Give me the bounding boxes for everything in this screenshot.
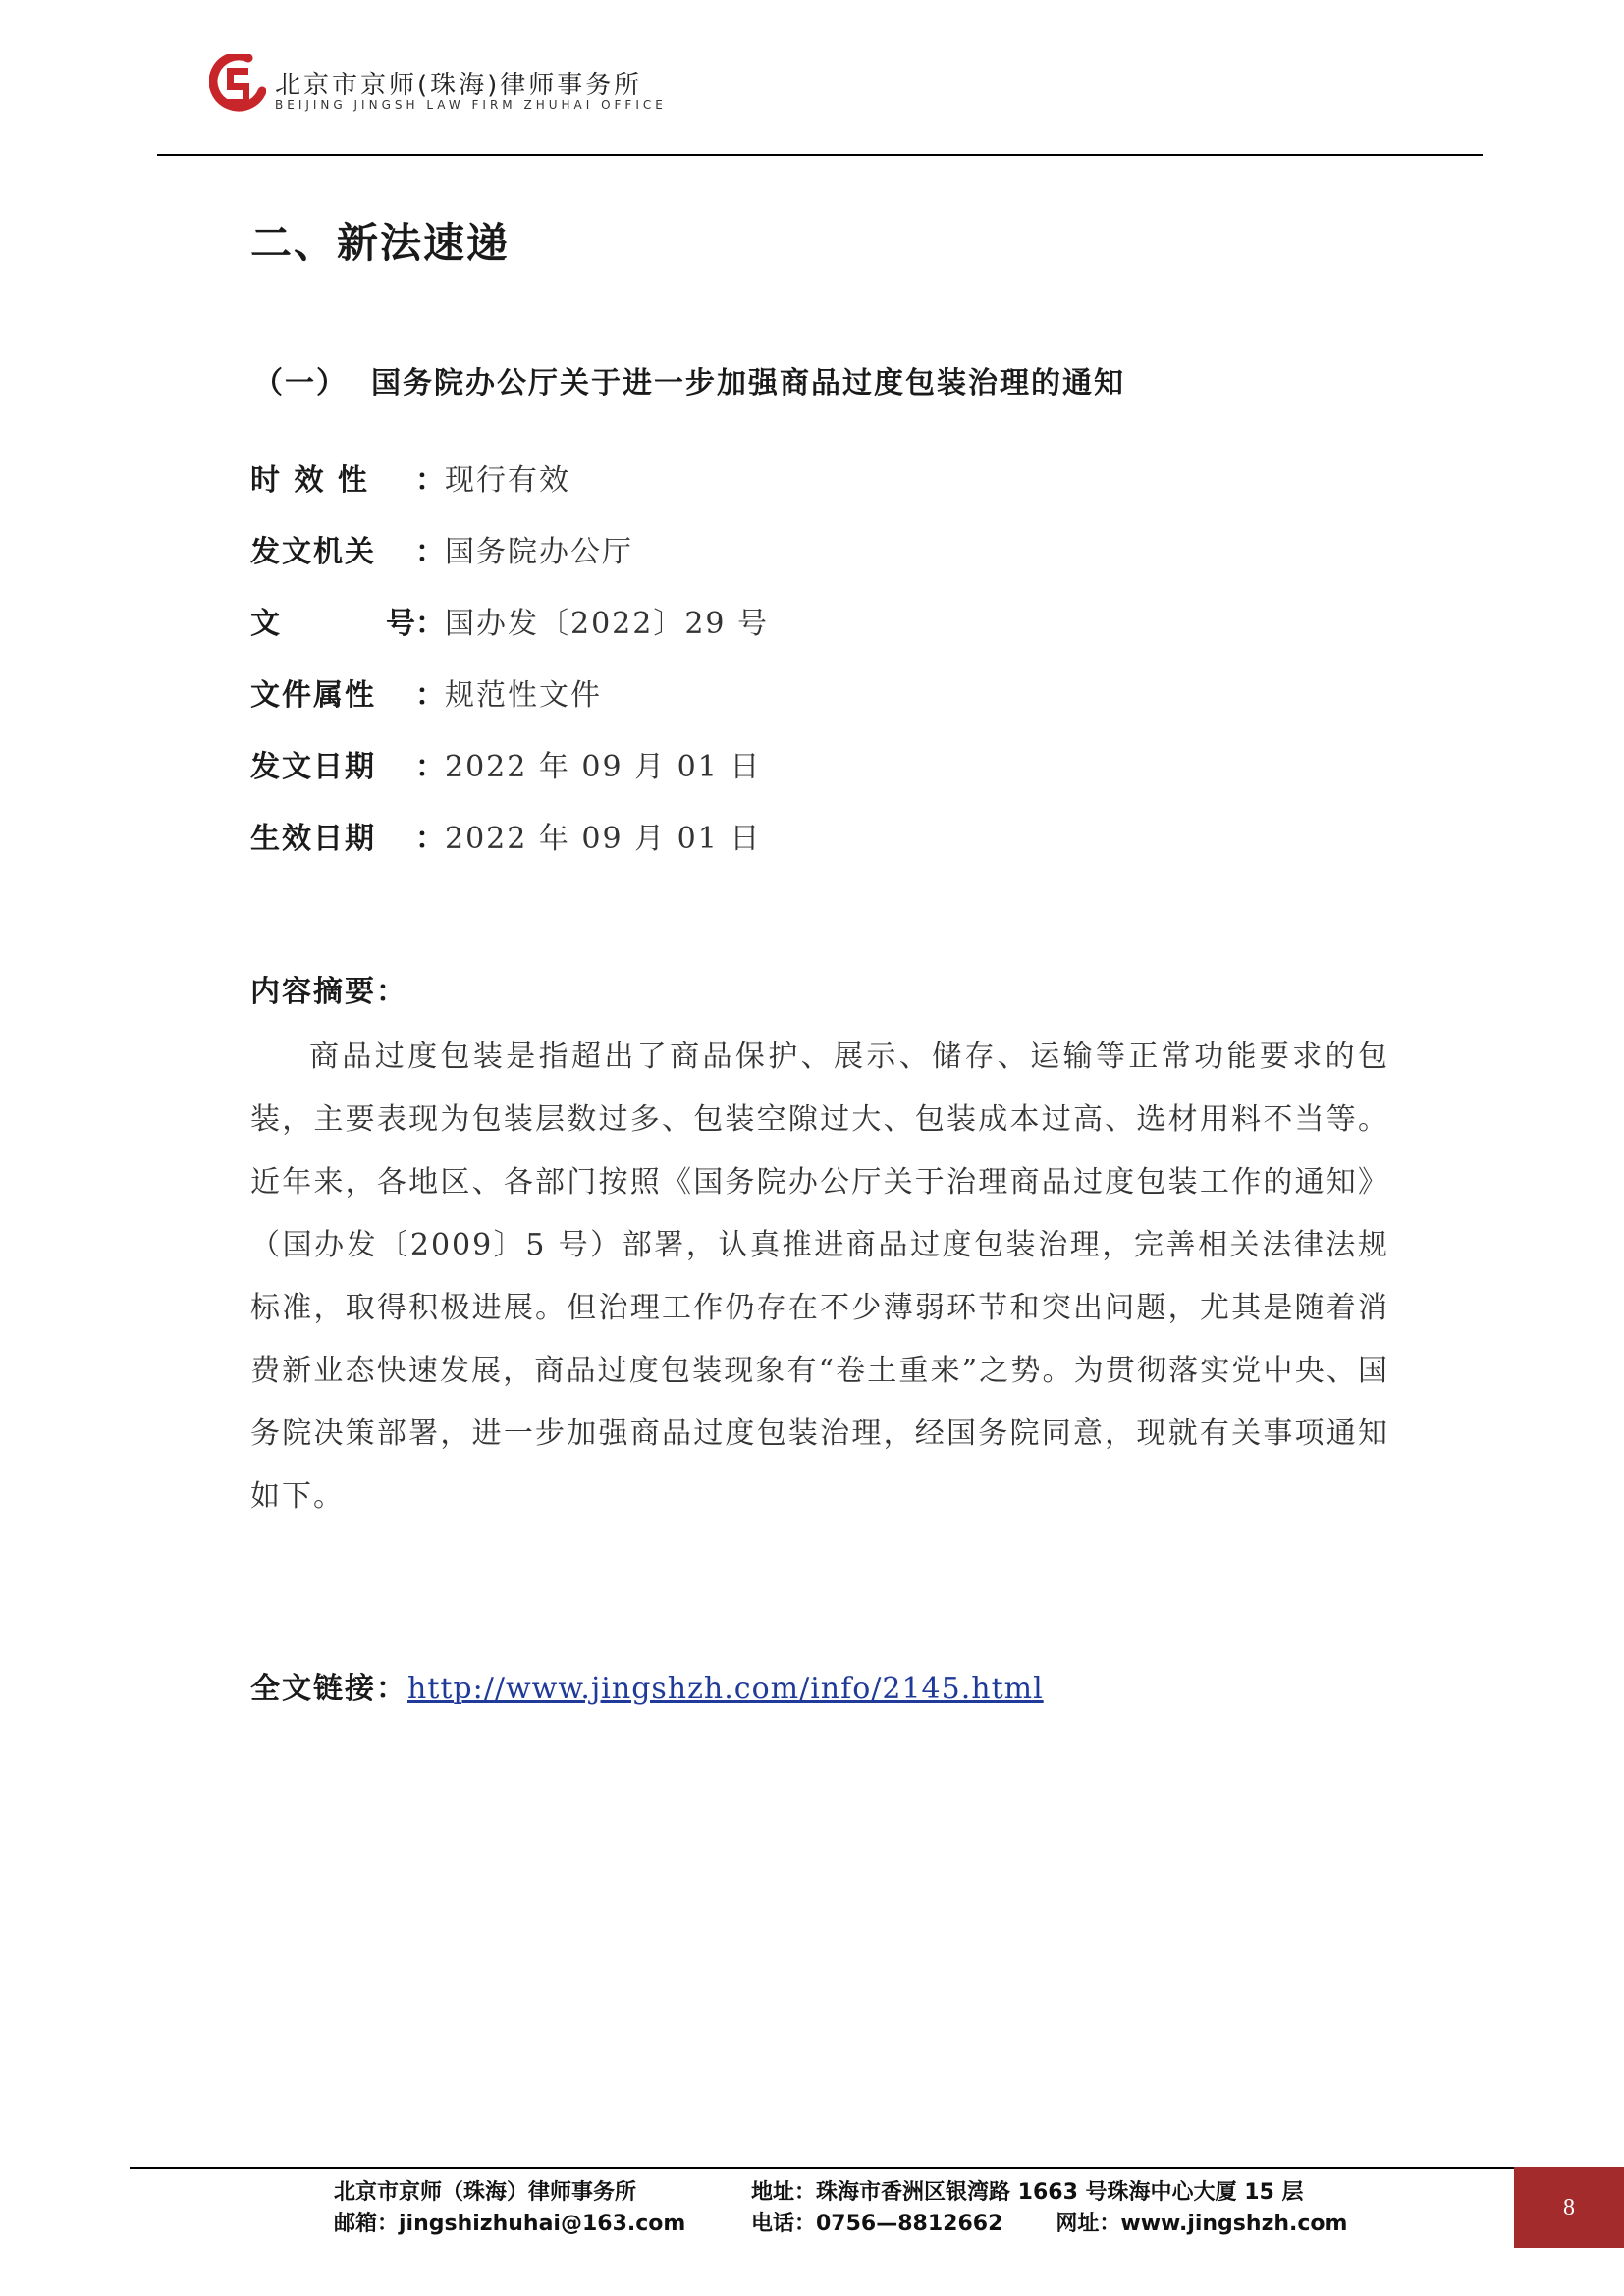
summary-label: 内容摘要：	[250, 975, 407, 1009]
meta-colon: ：	[415, 607, 445, 641]
meta-row-validity	[250, 461, 769, 533]
firm-name-cn: 北京市京师(珠海)律师事务所	[275, 71, 643, 100]
firm-name-en: BEIJING JINGSH LAW FIRM ZHUHAI OFFICE	[275, 98, 667, 112]
meta-colon: ：	[415, 463, 445, 498]
meta-value: 国办发〔2022〕29 号	[445, 607, 770, 641]
full-text-link-label: 全文链接：	[250, 1672, 407, 1706]
footer-divider	[130, 2167, 1514, 2169]
meta-row-issue-date	[250, 748, 769, 820]
meta-label: 文件属性	[250, 678, 376, 713]
full-text-link-row	[250, 1664, 1044, 1707]
summary-paragraph: 商品过度包装是指超出了商品保护、展示、储存、运输等正常功能要求的包装，主要表现为包装层数过多、包装空隙过大、包装成本过高、选材用料不当等。近年来，各地区、各部门按照《国务院办公厅关于治理商品过度包装工作的通知》（国办发〔2009〕5 号）部署，认真推进商品过度包装治理，完善相关法律法规标准，取得积极进展。但治理工作仍存在不少薄弱环节和突出问题，尤其是随着消费新业态快速发展，商品过度包装现象有“卷土重来”之势。为贯彻落实党中央、国务院决策部署，进一步加强商品过度包装治理，经国务院同意，现就有关事项通知如下。	[250, 1040, 1389, 1514]
footer-firm-name: 北京市京师（珠海）律师事务所	[334, 2180, 637, 2205]
meta-row-doc-type	[250, 676, 769, 748]
footer-contact-right	[751, 2177, 1347, 2240]
meta-colon: ：	[415, 750, 445, 784]
meta-value: 规范性文件	[445, 678, 602, 713]
section-title: 二、新法速递	[250, 219, 511, 267]
footer-website: 网址：www.jingshzh.com	[1056, 2212, 1348, 2236]
meta-label: 时 效 性	[250, 463, 369, 498]
meta-label: 生效日期	[250, 822, 376, 856]
header-divider	[157, 154, 1483, 156]
firm-logo	[209, 54, 266, 119]
meta-value: 现行有效	[445, 463, 570, 498]
page-number: 8	[1514, 2167, 1624, 2248]
footer-phone: 电话：0756—8812662	[751, 2212, 1003, 2236]
meta-value: 2022 年 09 月 01 日	[445, 822, 762, 856]
meta-label: 文号	[250, 607, 415, 641]
meta-colon: ：	[415, 535, 445, 569]
meta-label: 发文日期	[250, 750, 376, 784]
footer-phone-web	[751, 2209, 1347, 2240]
document-metadata	[250, 461, 769, 891]
footer-contact-left	[334, 2177, 685, 2240]
meta-colon: ：	[415, 822, 445, 856]
meta-value: 国务院办公厅	[445, 535, 633, 569]
subsection-title-text: 国务院办公厅关于进一步加强商品过度包装治理的通知	[371, 366, 1125, 400]
meta-label: 发文机关	[250, 535, 376, 569]
full-text-link[interactable]: http://www.jingshzh.com/info/2145.html	[407, 1672, 1044, 1706]
meta-value: 2022 年 09 月 01 日	[445, 750, 762, 784]
meta-colon: ：	[415, 678, 445, 713]
footer-email: 邮箱：jingshizhuhai@163.com	[334, 2212, 686, 2236]
footer-address: 地址：珠海市香洲区银湾路 1663 号珠海中心大厦 15 层	[751, 2180, 1304, 2205]
meta-row-effective-date	[250, 820, 769, 891]
meta-row-doc-number	[250, 605, 769, 676]
meta-row-issuer	[250, 533, 769, 605]
subsection-title	[253, 358, 1125, 401]
subsection-number: （一）	[253, 366, 348, 400]
